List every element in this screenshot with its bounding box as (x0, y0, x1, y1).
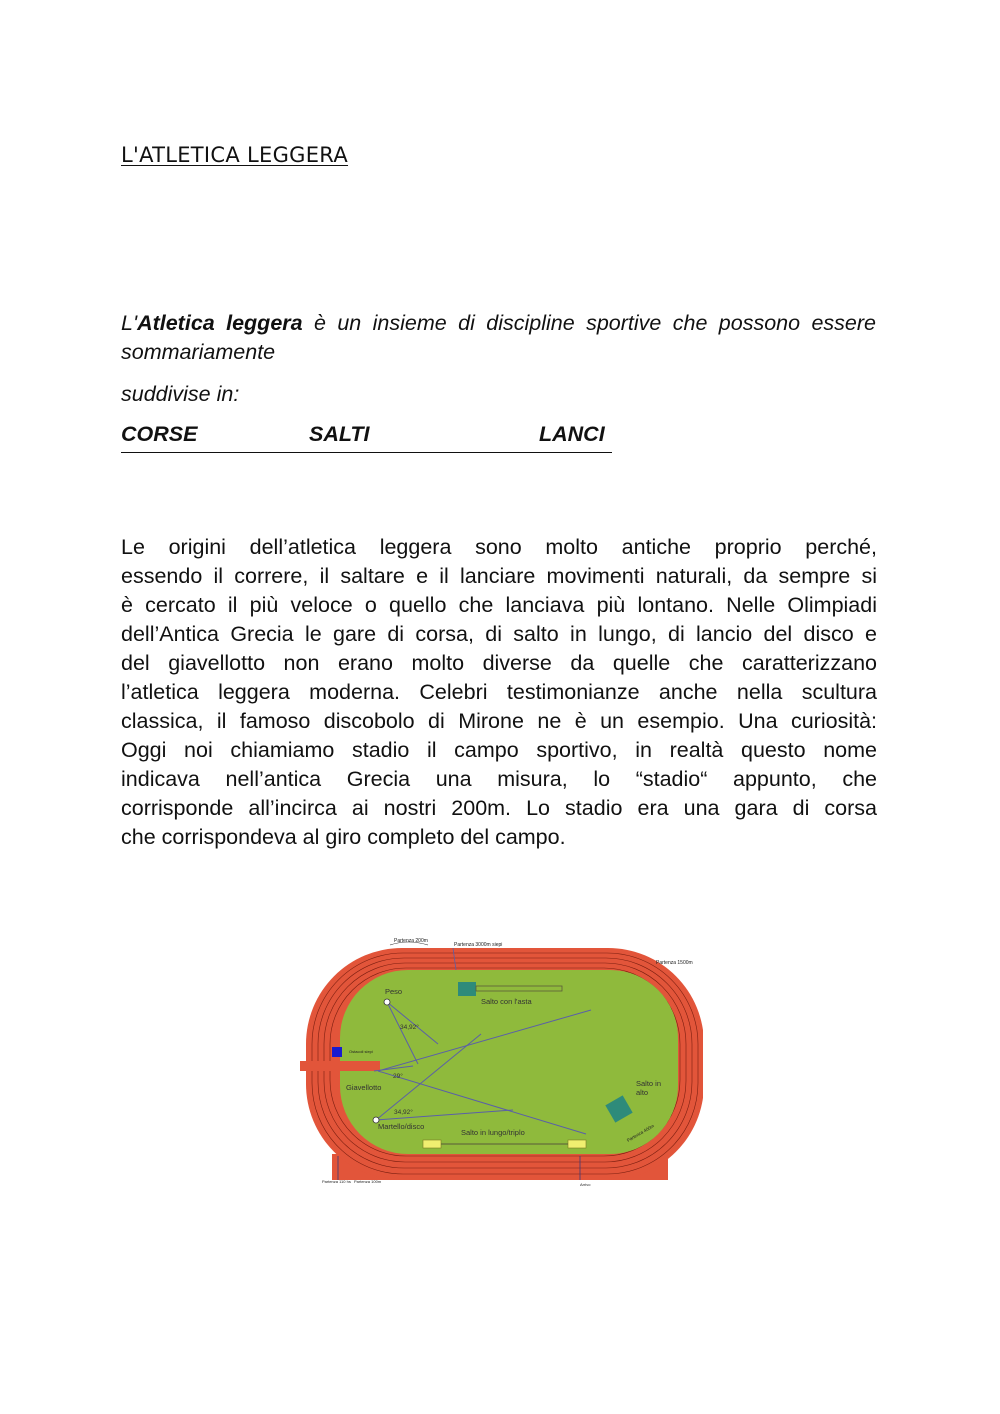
label-start-1500: Partenza 1500m (656, 960, 693, 966)
paragraph-line: classica, il famoso discobolo di Mirone ne è un esempio. Una curiosità: (121, 709, 877, 733)
javelin-runway (300, 1061, 380, 1071)
intro-subline: suddivise in: (121, 382, 240, 406)
label-angle-2: 29° (393, 1073, 403, 1080)
label-asta: Salto con l'asta (481, 997, 532, 1006)
long-jump-pit (568, 1140, 586, 1148)
paragraph-line: Oggi noi chiamiamo stadio il campo sportivo, in realtà questo nome (121, 738, 877, 762)
label-angle-1: 34,92° (400, 1024, 419, 1031)
paragraph-line: del giavellotto non erano molto diverse da quelle che caratterizzano (121, 651, 877, 675)
paragraph-line: corrisponde all’incirca ai nostri 200m. Lo stadio era una gara di corsa (121, 796, 877, 820)
shot-put-circle (384, 999, 390, 1005)
category-salti: SALTI (309, 422, 370, 446)
long-jump-pit (423, 1140, 441, 1148)
pole-vault-pit (458, 982, 476, 996)
page-title: L'ATLETICA LEGGERA (121, 143, 349, 167)
paragraph-line: Le origini dell’atletica leggera sono molto antiche proprio perché, (121, 535, 877, 559)
label-siepi: Ostacoli siepi (349, 1049, 373, 1054)
label-start-100: Partenza 100m (354, 1179, 382, 1184)
label-start-200: Partenza 200m (394, 938, 428, 944)
categories-row (121, 422, 612, 453)
paragraph-line: indicava nell’antica Grecia una misura, lo “stadio“ appunto, che (121, 767, 877, 791)
intro-rest: è un insieme di discipline sportive che possono essere sommariamente (121, 311, 877, 364)
label-arrivo: Arrivo (580, 1182, 591, 1187)
category-lanci: LANCI (539, 422, 605, 446)
intro-paragraph (121, 309, 876, 367)
paragraph-line: essendo il correre, il saltare e il lanciare movimenti naturali, da sempre si (121, 564, 877, 588)
steeple-water-pit (332, 1047, 342, 1057)
label-start-110: Partenza 110 hs (322, 1179, 351, 1184)
label-start-3000: Partenza 3000m siepi (454, 942, 503, 948)
paragraph-line: che corrispondeva al giro completo del campo. (121, 825, 566, 849)
paragraph-line: l’atletica leggera moderna. Celebri testimonianze anche nella scultura (121, 680, 877, 704)
label-alto: Salto in alto (636, 1079, 662, 1097)
label-peso: Peso (385, 987, 403, 996)
stadium-svg (298, 934, 703, 1190)
paragraph-line: dell’Antica Grecia le gare di corsa, di salto in lungo, di lancio del disco e (121, 622, 877, 646)
paragraph-line: è cercato il più veloce o quello che lanciava più lontano. Nelle Olimpiadi (121, 593, 877, 617)
stadium-diagram (298, 934, 703, 1190)
category-corse: CORSE (121, 422, 198, 446)
intro-prefix: L' (121, 311, 138, 335)
label-lungo: Salto in lungo/triplo (461, 1128, 525, 1137)
intro-bold-term: Atletica leggera (137, 311, 303, 335)
label-giavellotto: Giavellotto (346, 1083, 382, 1092)
label-start-400: Partenza 400m (626, 1123, 655, 1143)
history-paragraph (121, 533, 877, 852)
label-martello: Martello/disco (378, 1122, 425, 1131)
label-angle-3: 34,92° (394, 1109, 413, 1116)
